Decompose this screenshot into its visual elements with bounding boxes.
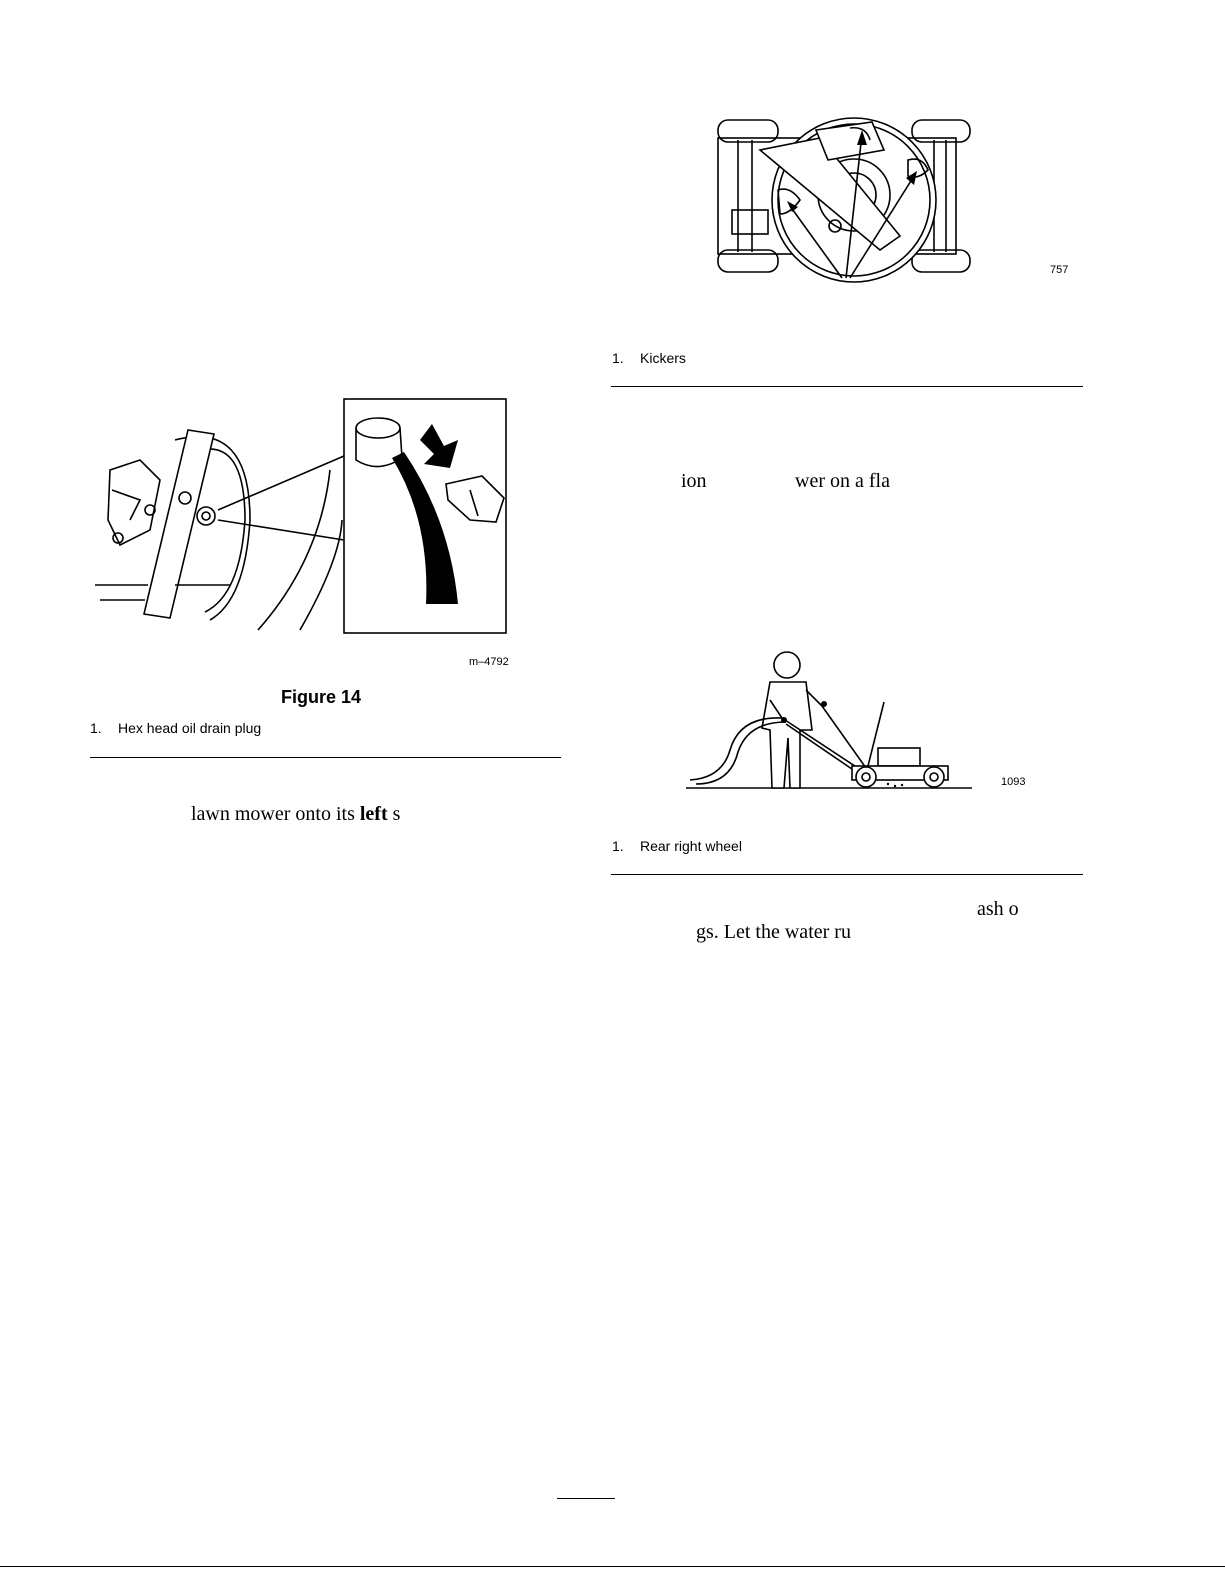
callout-text: Hex head oil drain plug <box>118 720 262 736</box>
callout-number: 1. <box>612 350 624 366</box>
callout-text: Rear right wheel <box>640 838 742 854</box>
body-text-plain: lawn mower onto its <box>191 803 360 825</box>
figure14-callout-1 <box>90 720 261 736</box>
oil-drain-illustration-id: m–4792 <box>469 656 509 668</box>
page-bottom-rule <box>0 1566 1225 1567</box>
wash-callout-1 <box>612 838 742 854</box>
body-fragment: ash o <box>977 898 1019 920</box>
kickers-callout-1 <box>612 350 686 366</box>
body-text-bold: left <box>359 803 388 825</box>
callout-number: 1. <box>612 838 624 854</box>
washing-illustration-id: 1093 <box>1001 776 1026 788</box>
figure-14-title: Figure 14 <box>281 687 362 707</box>
wash-caption-rule <box>611 874 1083 875</box>
figure14-caption-rule <box>90 757 561 758</box>
body-text-plain: s <box>387 803 401 825</box>
page-number-rule <box>557 1498 615 1499</box>
body-fragment: ion <box>681 470 707 492</box>
body-fragment: wer on a fla <box>795 470 890 492</box>
kickers-caption-rule <box>611 386 1083 387</box>
callout-text: Kickers <box>640 350 686 366</box>
kickers-illustration-id: 757 <box>1050 264 1069 276</box>
body-fragment: gs. Let the water ru <box>696 921 851 943</box>
body-fragment <box>181 780 400 826</box>
callout-number: 1. <box>90 720 102 736</box>
